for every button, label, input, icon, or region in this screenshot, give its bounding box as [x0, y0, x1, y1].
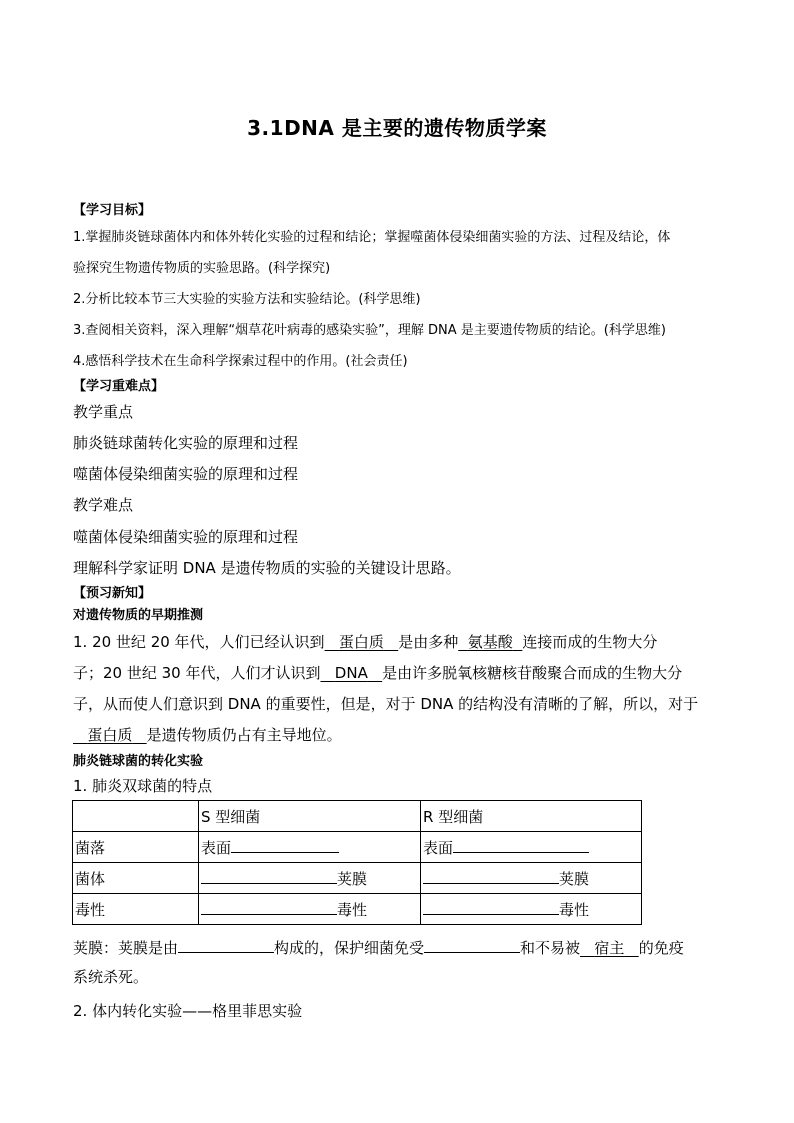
text-segment: 和不易被 — [520, 939, 581, 957]
difficulty-item-2: 理解科学家证明 DNA 是遗传物质的实验的关键设计思路。 — [73, 559, 461, 577]
table-cell: 毒性 — [421, 894, 642, 925]
text-segment: 构成的，保护细菌免受 — [274, 939, 425, 957]
section-transformation-title: 肺炎链球菌的转化实验 — [73, 754, 204, 769]
text-segment: 是由多种 — [398, 633, 459, 651]
table-cell: 荚膜 — [421, 863, 642, 894]
fill-answer: 蛋白质 — [87, 726, 133, 744]
table-cell-empty — [73, 801, 199, 832]
paragraph-line-2 — [73, 662, 682, 683]
answer-blank[interactable] — [424, 938, 520, 953]
subheading-griffith-experiment: 2. 体内转化实验——格里菲思实验 — [73, 1002, 303, 1020]
objective-1-line-1: 1.掌握肺炎链球菌体内和体外转化实验的过程和结论；掌握噬菌体侵染细菌实验的方法、过程及结论，体 — [73, 230, 671, 245]
table-cell: 荚膜 — [199, 863, 421, 894]
capsule-line-1 — [73, 937, 684, 958]
row-label-virulence: 毒性 — [73, 894, 199, 925]
difficulty-item-1: 噬菌体侵染细菌实验的原理和过程 — [73, 528, 299, 546]
text-segment: 子；20 世纪 30 年代，人们才认识到 — [73, 664, 321, 682]
objective-3: 3.查阅相关资料，深入理解“烟草花叶病毒的感染实验”，理解 DNA 是主要遗传物质的结论。(科学思维) — [73, 323, 666, 338]
objectives-heading: 【学习目标】 — [73, 203, 152, 218]
focus-label: 教学重点 — [73, 403, 134, 421]
text-segment: 是遗传物质仍占有主导地位。 — [146, 726, 342, 744]
objective-2: 2.分析比较本节三大实验的实验方法和实验结论。(科学思维) — [73, 292, 421, 307]
paragraph-line-1 — [73, 631, 657, 652]
bacteria-comparison-table — [72, 800, 642, 925]
fill-answer: DNA — [334, 664, 368, 682]
difficulty-label: 教学难点 — [73, 496, 134, 514]
answer-blank[interactable] — [423, 900, 559, 915]
text-segment: 连接而成的生物大分 — [522, 633, 658, 651]
fill-answer: 宿主 — [594, 939, 625, 957]
objective-1-line-2: 验探究生物遗传物质的实验思路。(科学探究) — [73, 261, 331, 276]
text-segment: 是由许多脱氧核糖核苷酸聚合而成的生物大分 — [382, 664, 683, 682]
table-row — [73, 832, 642, 863]
table-cell: 表面 — [421, 832, 642, 863]
subheading-characteristics: 1. 肺炎双球菌的特点 — [73, 777, 213, 795]
table-cell: 表面 — [199, 832, 421, 863]
text-segment: 的免疫 — [638, 939, 684, 957]
fill-answer: 氨基酸 — [467, 633, 513, 651]
section-early-speculation-title: 对遗传物质的早期推测 — [73, 608, 204, 623]
answer-blank[interactable] — [178, 938, 274, 953]
focus-item-2: 噬菌体侵染细菌实验的原理和过程 — [73, 465, 299, 483]
text-segment: 1. 20 世纪 20 年代，人们已经认识到 — [73, 633, 325, 651]
answer-blank[interactable] — [201, 869, 337, 884]
row-label-colony: 菌落 — [73, 832, 199, 863]
table-header-r-type: R 型细菌 — [421, 801, 642, 832]
answer-blank[interactable] — [423, 869, 559, 884]
answer-blank[interactable] — [453, 838, 589, 853]
table-row — [73, 894, 642, 925]
focus-item-1: 肺炎链球菌转化实验的原理和过程 — [73, 434, 299, 452]
fill-answer: 蛋白质 — [338, 633, 384, 651]
key-points-heading: 【学习重难点】 — [73, 379, 165, 394]
row-label-cell-body: 菌体 — [73, 863, 199, 894]
answer-blank[interactable] — [201, 900, 337, 915]
paragraph-line-3: 子，从而使人们意识到 DNA 的重要性，但是，对于 DNA 的结构没有清晰的了解，所以，对于 — [73, 695, 699, 713]
page-title: 3.1DNA 是主要的遗传物质学案 — [247, 116, 547, 140]
paragraph-line-4 — [73, 724, 342, 745]
table-header-row — [73, 801, 642, 832]
table-cell: 毒性 — [199, 894, 421, 925]
preview-heading: 【预习新知】 — [73, 586, 152, 601]
table-row — [73, 863, 642, 894]
objective-4: 4.感悟科学技术在生命科学探索过程中的作用。(社会责任) — [73, 354, 408, 369]
capsule-line-2: 系统杀死。 — [73, 968, 149, 986]
answer-blank[interactable] — [231, 838, 339, 853]
text-segment: 荚膜：荚膜是由 — [73, 939, 179, 957]
table-header-s-type: S 型细菌 — [199, 801, 421, 832]
